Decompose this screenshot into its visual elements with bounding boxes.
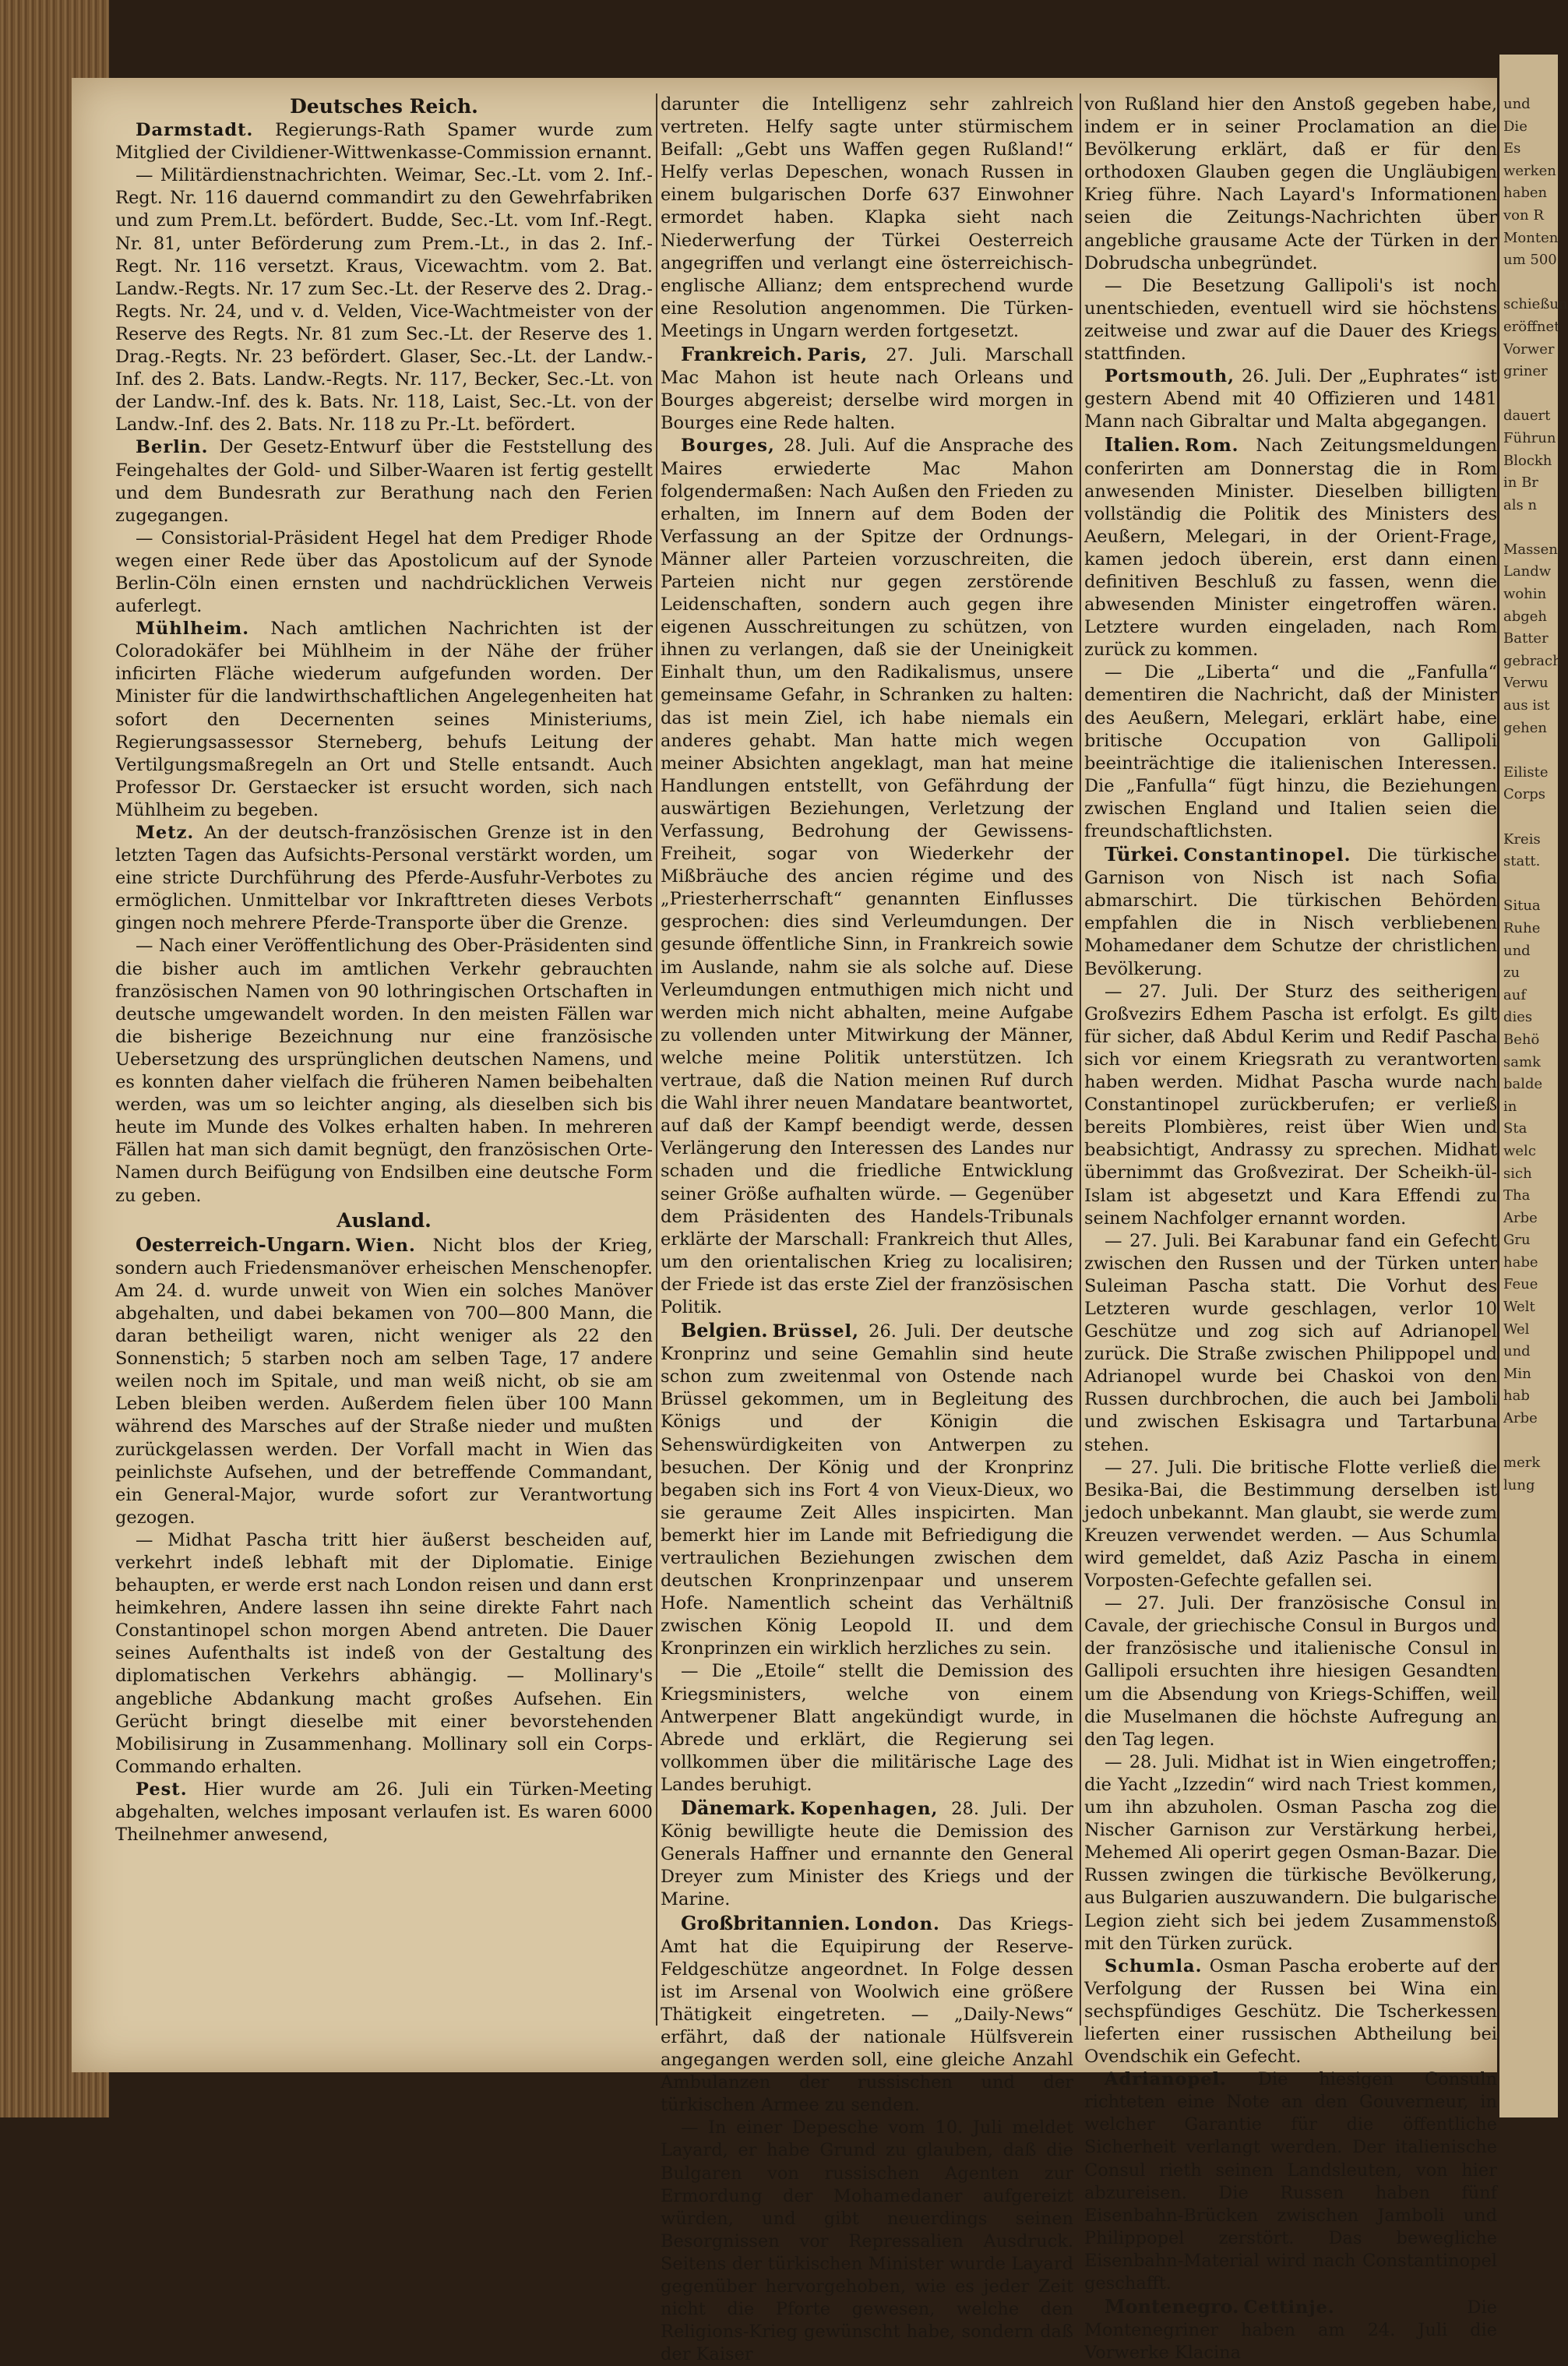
article-kopenhagen [661, 1797, 1073, 1911]
article-midhat-triest: — 28. Juli. Midhat ist in Wien eingetroffen; die Yacht „Izzedin“ wird nach Triest kommen, um ihn abzuholen. Osman Pascha zog die Nischer Garnison zur Verstärkung herbei, Mehemed Ali operirt gegen Osman-Bazar. Die Russen zwingen die türkische Bevölkerung, aus Bulgarien auszuwandern. Die bulgarische Legion zieht sich bei jedem Zusammenstoß mit den Türken zurück. [1084, 1751, 1497, 1954]
article-schumla [1084, 1955, 1497, 2068]
article-midhat-wien: — Midhat Pascha tritt hier äußerst bescheiden auf, verkehrt indeß lebhaft mit der Diplomatie. Einige behaupten, er werde erst nach London reisen und dann erst heimkehren, Andere lassen ihn seine direkte Fahrt nach Constantinopel schon morgen Abend antreten. Die Dauer seines Aufenthalts ist indeß von der Gestaltung des diplomatischen Verkehrs abhängig. — Mollinary's angebliche Abdankung macht großes Aufsehen. Ein Gerücht bringt dieselbe mit einer bevorstehenden Mobilisirung in Zusammenhang. Mollinary soll ein Corps-Commando erhalten. [115, 1529, 653, 1777]
article-flotte: — 27. Juli. Die britische Flotte verließ die Besika-Bai, die Bestimmung derselben ist jedoch unbekannt. Man glaubt, sie werde zum Kreuzen verwendet werden. — Aus Schumla wird gemeldet, daß Aziz Pascha in einem Vorposten-Gefechte gefallen sei. [1084, 1457, 1497, 1592]
column-rule [1080, 93, 1081, 2026]
article-bourges [661, 435, 1073, 1319]
dateline: Schumla. [1105, 1955, 1203, 1976]
article-text: Nach Zeitungsmeldungen conferirten am Donnerstag die in Rom anwesenden Minister. Dieselben billigten vollständig die Politik des Ministers des Aeußern, Melegari, in der Orient-Frage, kamen jedoch überein, erst dann einen definitiven Beschluß zu fassen, wenn die abwesenden Minister eingetroffen wären. Letztere wurden eingeladen, nach Rom zurück zu kommen. [1084, 435, 1497, 661]
dateline: Berlin. [136, 437, 209, 458]
column-rule [656, 93, 657, 2026]
dateline: Pest. [136, 1779, 188, 1800]
facing-page-fragment [1503, 93, 1568, 2071]
dateline: Portsmouth, [1105, 366, 1235, 387]
article-cettinje [1084, 2295, 1497, 2364]
country-heading: Italien. [1105, 433, 1181, 457]
article-text: 26. Juli. Der „Euphrates“ ist gestern Abend mit 40 Offizieren und 1481 Mann nach Gibraltar und Malta abgegangen. [1084, 366, 1497, 432]
facing-page-text: und Die Es werken haben von R Monten um 500 schießun eröffnet Vorwer griner dauert Führun Blockh in Br als n Massen Landw wohin abgeh Batter gebrach Verwu aus ist gehen Eiliste Corps Kreis statt. Situa Ruhe und zu auf dies Behö samk balde in Sta welc sich Tha Arbe Gru habe Feue Welt Wel und Min hab Arbe merk lung [1503, 96, 1568, 1493]
article-karabunar: — 27. Juli. Bei Karabunar fand ein Gefecht zwischen den Russen und der Türken unter Suleiman Pascha statt. Die Vorhut des Letzteren wurde geschlagen, verlor 10 Geschütze und zog sich auf Adrianopel zurück. Die Straße zwischen Philippopel und Adrianopel wurde bei Chaskoi von den Russen durchbrochen, die auch bei Jamboli und zwischen Eskisagra und Tartarbuna stehen. [1084, 1230, 1497, 1455]
dateline: Rom. [1185, 435, 1239, 457]
dateline: Bourges, [681, 435, 775, 457]
country-heading: Montenegro. [1105, 2295, 1239, 2318]
section-heading-ausland: Ausland. [337, 1208, 432, 1232]
article-etoile: — Die „Etoile“ stellt die Demission des Kriegsministers, welche von einem Antwerpener Blatt angekündigt wurde, in Abrede und erklärt, die Regierung sei vollkommen über die militärische Lage des Landes beruhigt. [661, 1661, 1073, 1795]
article-military: — Militärdienstnachrichten. Weimar, Sec.-Lt. vom 2. Inf.-Regt. Nr. 116 dauernd commandirt zu den Gewehrfabriken und zum Prem.Lt. befördert. Budde, Sec.-Lt. vom Inf.-Regt. Nr. 81, unter Beförderung zum Prem.-Lt., in das 2. Inf.-Regt. Nr. 116 versetzt. Kraus, Vicewachtm. vom 2. Bat. Landw.-Regts. Nr. 17 zum Sec.-Lt. der Reserve des 2. Drag.-Regts. Nr. 24, und v. d. Velden, Vice-Wachtmeister von der Reserve des Regts. Nr. 81 zum Sec.-Lt. der Reserve des 1. Drag.-Regts. Nr. 23 befördert. Glaser, Sec.-Lt. der Landw.-Inf. des 2. Bats. Landw.-Regts. Nr. 117, Becker, Sec.-Lt. von der Landw.-Inf. des k. Bats. Nr. 118, Laist, Sec.-Lt. von der Landw.-Inf. des 2. Bats. Nr. 118 zu Pr.-Lt. befördert. [115, 165, 653, 435]
article-constantinopel [1084, 843, 1497, 981]
article-continued: von Rußland hier den Anstoß gegeben habe, indem er in seiner Proclamation an die Bevölkerung erklärt, daß er für den orthodoxen Glauben gegen die Ungläubigen Krieg führe. Nach Layard's Informationen seien die Zeitungs-Nachrichten über angebliche grausame Acte der Türken in der Dobrudscha unbegründet. [1084, 94, 1497, 273]
article-text: Die Montenegriner haben am 24. Juli die Vorwerke Klacina [1084, 2297, 1497, 2364]
country-heading: Dänemark. [681, 1797, 796, 1820]
article-text: 26. Juli. Der deutsche Kronprinz und seine Gemahlin sind heute schon zum zweitenmal von Ostende nach Brüssel gekommen, um in Begleitung des Königs und der Königin die Sehenswürdigkeiten von Antwerpen zu besuchen. Der König und der Kronprinz begaben sich ins Fort 4 von Vieux-Dieux, wo sie geraume Zeit Alles inspicirten. Man bemerkt hier im Lande mit Befriedigung die vertraulichen Beziehungen zwischen dem deutschen Kronprinzenpaar und unserem Hofe. Namentlich scheint das Verhältniß zwischen König Leopold II. und dem Kronprinzen ein wirklich herzliches zu sein. [661, 1321, 1073, 1659]
article-layard: — In einer Depesche vom 10. Juli meldet Layard, er habe Grund zu glauben, daß die Bulgaren von russischen Agenten zur Ermordung der Mohamedaner aufgereizt würden, und gibt neuerdings seinen Besorgnissen vor Repressalien Ausdruck. Seitens der türkischen Minister wurde Layard gegenüber hervorgehoben, wie es jeder Zeit nicht die Pforte gewesen, welche den Religions-Krieg gewünscht habe, sondern daß der Kaiser [661, 2117, 1073, 2365]
column-right [1084, 93, 1498, 2364]
article-bruessel [661, 1319, 1073, 1660]
dateline: Metz. [136, 823, 195, 843]
article-wien [115, 1233, 653, 1529]
article-text: 28. Juli. Der König bewilligte heute die Demission des Generals Haffner und ernannte den General Dreyer zum Minister des Kriegs und der Marine. [661, 1799, 1073, 1910]
article-text: 28. Juli. Auf die Ansprache des Maires erwiederte Mac Mahon folgendermaßen: Nach Außen den Frieden zu erhalten, im Innern auf dem Boden der Verfassung an der Spitze der Ordnungs-Männer aller Parteien vorzuschreiten, die Parteien nicht nur gegen zerstörende Leidenschaften, sondern auch gegen ihre eigenen Ausschreitungen zu schützen, von ihnen zu verlangen, daß sie der Uneinigkeit Einhalt thun, um den Radikalismus, unsere gemeinsame Gefahr, in Schranken zu halten: das ist mein Ziel, ich habe niemals ein anderes gehabt. Man hatte mich wegen meiner Absichten angeklagt, man hat meine Handlungen entstellt, von Gefährdung der auswärtigen Beziehungen, Verletzung der Verfassung, Bedrohung der Gewissens-Freiheit, sogar von Wiederkehr der Mißbräuche des ancien régime und des „Priesterherrschaft“ genannten Einflusses gesprochen: dies sind Verleumdungen. Der gesunde öffentliche Sinn, in Frankreich sowie im Auslande, nahm sie als solche auf. Diese Verleumdungen entmuthigen mich nicht und werden mich nicht abhalten, meine Aufgabe zu vollenden unter Mitwirkung der Männer, welche meine Politik unterstützen. Ich vertraue, daß die Nation meinen Ruf durch die Wahl ihrer neuen Mandatare beantwortet, auf daß der Kampf beendigt werde, dessen Verlängerung den Interessen des Landes nur schaden und die friedliche Entwicklung seiner Größe aufhalten würde. — Gegenüber dem Präsidenten des Handels-Tribunals erklärte der Marschall: Frankreich thut Alles, um den orientalischen Krieg zu localisiren; der Friede ist das erste Ziel der französischen Politik. [661, 435, 1073, 1317]
country-heading: Belgien. [681, 1319, 768, 1342]
article-portsmouth [1084, 365, 1497, 433]
dateline: Cettinje. [1243, 2297, 1335, 2318]
article-text: Die hiesigen Consuln richteten eine Note an den Gouverneur, in welcher Garantie für die öffentliche Sicherheit verlangt werden. Der italienische Consul rieth seinen Landsleuten, von hier abzureisen. Die Russen haben fünf Eisenbahn-Brücken zwischen Jamboli und Philippopel zerstört. Das bewegliche Eisenbahn-Material wird nach Constantinopel geschafft. [1084, 2069, 1498, 2294]
section-heading-reich: Deutsches Reich. [290, 95, 478, 118]
article-liberta: — Die „Liberta“ und die „Fanfulla“ dementiren die Nachricht, daß der Minister des Aeußern, Melegari, erklärt habe, eine britische Occupation von Gallipoli beeinträchtige die italienischen Interessen. Die „Fanfulla“ fügt hinzu, die Beziehungen zwischen England und Italien seien die freundschaftlichsten. [1084, 662, 1497, 841]
article-text: Das Kriegs-Amt hat die Equipirung der Reserve-Feldgeschütze angeordnet. In Folge dessen ist im Arsenal von Woolwich eine größere Thätigkeit eingetreten. — „Daily-News“ erfährt, daß der nationale Hülfsverein angegangen werden soll, eine gleiche Anzahl Ambulanzen der russischen und der türkischen Armee zu senden. [661, 1913, 1073, 2116]
country-heading: Türkei. [1105, 843, 1179, 866]
column-middle [661, 93, 1073, 2365]
article-rom [1084, 433, 1497, 661]
article-text: Osman Pascha eroberte auf der Verfolgung der Russen bei Wina ein sechspfündiges Geschütz. Die Tscherkessen lieferten einer russischen Abtheilung bei Ovendschik ein Gefecht. [1084, 1955, 1498, 2068]
article-london [661, 1912, 1073, 2117]
dateline: Mühlheim. [136, 619, 250, 640]
article-pest [115, 1779, 653, 1846]
article-text: Nicht blos der Krieg, sondern auch Friedensmanöver erheischen Menschenopfer. Am 24. d. wurde unweit von Wien ein solches Manöver abgehalten, und dabei bekamen von 700—800 Mann, die daran betheiligt waren, nicht weniger als 22 den Sonnenstich; 5 starben noch am selben Tage, 17 andere weilen noch im Spitale, und man weiß nicht, ob sie am Leben bleiben werden. Außerdem fielen über 100 Mann während des Marsches auf der Straße nieder und mußten zurückgelassen werden. Der Vorfall macht in Wien das peinlichste Aufsehen, und der betreffende Commandant, ein General-Major, wurde sofort zur Verantwortung gezogen. [115, 1235, 653, 1528]
dateline: Brüssel, [772, 1321, 859, 1342]
article-text: An der deutsch-französischen Grenze ist in den letzten Tagen das Aufsichts-Personal verstärkt worden, um eine stricte Durchführung des Pferde-Ausfuhr-Verbotes zu ermöglichen. Unmittelbar vor Inkrafttreten dieses Verbots gingen noch mehrere Pferde-Transporte über die Grenze. [115, 823, 653, 934]
article-metz [115, 822, 653, 935]
article-text: Hier wurde am 26. Juli ein Türken-Meeting abgehalten, welches imposant verlaufen ist. Es waren 6000 Theilnehmer anwesend, [115, 1779, 654, 1846]
country-heading: Oesterreich-Ungarn. [136, 1232, 351, 1256]
article-text: 27. Juli. Marschall Mac Mahon ist heute nach Orleans und Bourges abgereist; derselbe wird morgen in Bourges eine Rede halten. [661, 345, 1073, 434]
dateline: Adrianopel. [1105, 2069, 1227, 2090]
country-heading: Großbritannien. [681, 1911, 851, 1934]
article-adrianopel [1084, 2068, 1497, 2295]
article-lorraine-names: — Nach einer Veröffentlichung des Ober-Präsidenten sind die bisher auch im amtlichen Verkehr gebrauchten französischen Namen von 90 lothringischen Ortschaften in deutsche umgewandelt worden. In den meisten Fällen war die bisherige Bezeichnung nur eine französische Uebersetzung des ursprünglichen deutschen Namens, und es konnten daher vielfach die früheren Namen beibehalten werden, was um so leichter anging, als dieselben sich bis heute im Munde des Volkes erhalten haben. In mehreren Fällen hat man sich damit begnügt, den französischen Orte-Namen durch Beifügung von Endsilben eine deutsche Form zu geben. [115, 936, 653, 1206]
dateline: Darmstadt. [136, 120, 254, 141]
dateline: London. [854, 1913, 940, 1934]
article-gallipoli: — Die Besetzung Gallipoli's ist noch unentschieden, eventuell wird sie höchstens zeitweise und zwar auf die Dauer des Kriegs stattfinden. [1084, 275, 1497, 365]
article-text: Nach amtlichen Nachrichten ist der Coloradokäfer bei Mühlheim in der Nähe der früher inficirten Fläche wiederum aufgefunden worden. Der Minister für die landwirthschaftlichen Angelegenheiten hat sofort den Decernenten seines Ministeriums, Regierungsassessor Sterneberg, behufs Leitung der Vertilgungsmaßregeln an Ort und Stelle entsandt. Auch Professor Dr. Gerstaecker ist ersucht worden, sich nach Mühlheim zu begeben. [115, 619, 653, 820]
article-continued: darunter die Intelligenz sehr zahlreich vertreten. Helfy sagte unter stürmischem Beifall: „Gebt uns Waffen gegen Rußland!“ Helfy verlas Depeschen, wonach Russen in einem bulgarischen Dorfe 637 Einwohner ermordet haben. Klapka sieht nach Niederwerfung der Türkei Oesterreich angegriffen und verlangt eine österreichisch-englische Allianz; dem entsprechend wurde eine Resolution angenommen. Die Türken-Meetings in Ungarn werden fortgesetzt. [661, 94, 1073, 341]
article-darmstadt [115, 119, 653, 164]
article-text: Die türkische Garnison von Nisch ist nach Sofia abmarschirt. Die türkischen Behörden empfahlen die in Nisch verbliebenen Mohamedaner dem Schutze der christlichen Bevölkerung. [1084, 845, 1497, 979]
dateline: Paris, [807, 345, 869, 366]
article-muehlheim [115, 618, 653, 822]
article-consuln: — 27. Juli. Der französische Consul in Cavale, der griechische Consul in Burgos und der französische und italienische Consul in Gallipoli ersuchten ihre hiesigen Gesandten um die Absendung von Kriegs-Schiffen, weil die Muselmanen die höchste Aufregung an den Tag legen. [1084, 1593, 1497, 1750]
dateline: Constantinopel. [1183, 845, 1351, 866]
article-paris [661, 343, 1073, 435]
article-consistorial: — Consistorial-Präsident Hegel hat dem Prediger Rhode wegen einer Rede über das Apostolicum auf der Synode Berlin-Cöln einen ernsten und nachdrücklichen Verweis auferlegt. [115, 527, 653, 617]
column-left [115, 93, 653, 2071]
dateline: Wien. [355, 1235, 416, 1256]
article-grossvezir: — 27. Juli. Der Sturz des seitherigen Großvezirs Edhem Pascha ist erfolgt. Es gilt für sicher, daß Abdul Kerim und Redif Pascha sich vor einem Kriegsrath zu verantworten haben werden. Midhat Pascha wurde nach Constantinopel zurückberufen; er verließ bereits Plombières, reist über Wien und beabsichtigt, Andrassy zu sprechen. Midhat übernimmt das Großvezirat. Der Scheikh-ül-Islam ist abgesetzt und Kara Effendi zu seinem Nachfolger ernannt worden. [1084, 981, 1497, 1229]
article-berlin [115, 436, 653, 527]
article-text: Regierungs-Rath Spamer wurde zum Mitglied der Civildiener-Wittwenkasse-Commission ernannt. [115, 120, 653, 164]
article-text: Der Gesetz-Entwurf über die Feststellung des Feingehaltes der Gold- und Silber-Waaren ist fertig gestellt und dem Bundesrath zur Berathung nach den Ferien zugegangen. [115, 437, 654, 526]
country-heading: Frankreich. [681, 343, 803, 366]
dateline: Kopenhagen, [800, 1799, 939, 1820]
